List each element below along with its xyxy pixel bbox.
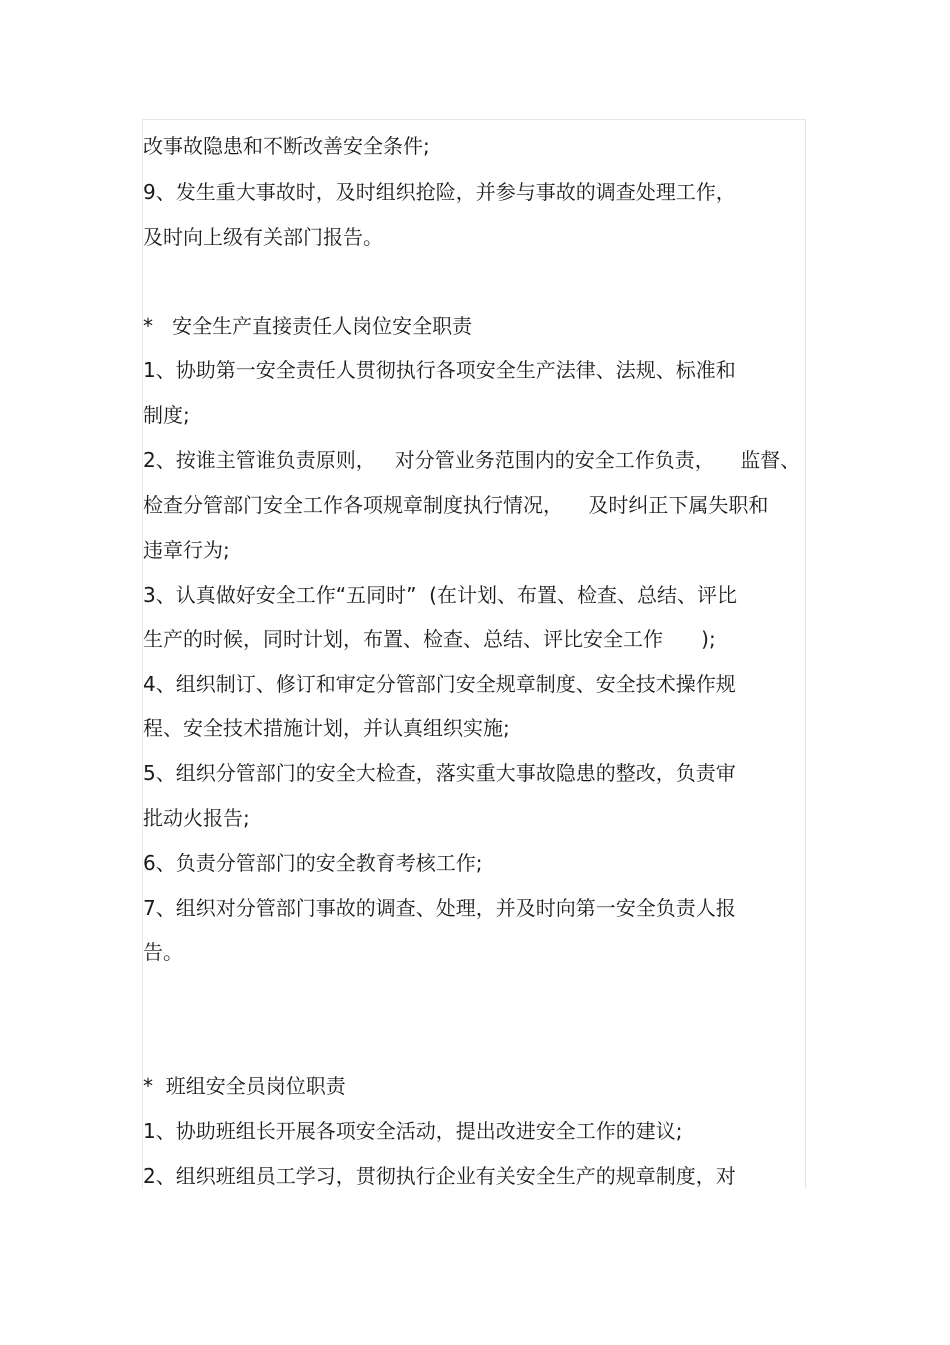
section-heading: * 安全生产直接责任人岗位安全职责 — [143, 314, 473, 338]
text-line: 生产的时候，同时计划，布置、检查、总结、评比安全工作 ); — [143, 627, 716, 651]
section-heading: * 班组安全员岗位职责 — [143, 1074, 346, 1098]
text-line: 检查分管部门安全工作各项规章制度执行情况， 及时纠正下属失职和 — [143, 493, 769, 517]
text-line: 告。 — [143, 940, 183, 964]
text-line: 制度; — [143, 403, 190, 427]
text-line: 9、发生重大事故时，及时组织抢险，并参与事故的调查处理工作， — [143, 180, 736, 204]
text-line: 改事故隐患和不断改善安全条件; — [143, 134, 430, 158]
text-line: 4、组织制订、修订和审定分管部门安全规章制度、安全技术操作规 — [143, 672, 736, 696]
text-line: 程、安全技术措施计划，并认真组织实施; — [143, 716, 510, 740]
text-line: 1、协助班组长开展各项安全活动，提出改进安全工作的建议; — [143, 1119, 683, 1143]
text-line: 7、组织对分管部门事故的调查、处理，并及时向第一安全负责人报 — [143, 896, 736, 920]
text-line: 2、组织班组员工学习，贯彻执行企业有关安全生产的规章制度，对 — [143, 1164, 736, 1188]
text-line: 1、协助第一安全责任人贯彻执行各项安全生产法律、法规、标准和 — [143, 358, 736, 382]
text-line: 5、组织分管部门的安全大检查，落实重大事故隐患的整改，负责审 — [143, 761, 736, 785]
text-line: 3、认真做好安全工作“五同时” (在计划、布置、检查、总结、评比 — [143, 583, 737, 607]
page-frame — [142, 119, 806, 1189]
text-line: 及时向上级有关部门报告。 — [143, 225, 383, 249]
text-line: 违章行为; — [143, 538, 230, 562]
text-line: 6、负责分管部门的安全教育考核工作; — [143, 851, 483, 875]
text-line: 批动火报告; — [143, 806, 250, 830]
text-line: 2、按谁主管谁负责原则， 对分管业务范围内的安全工作负责， 监督、 — [143, 448, 801, 472]
